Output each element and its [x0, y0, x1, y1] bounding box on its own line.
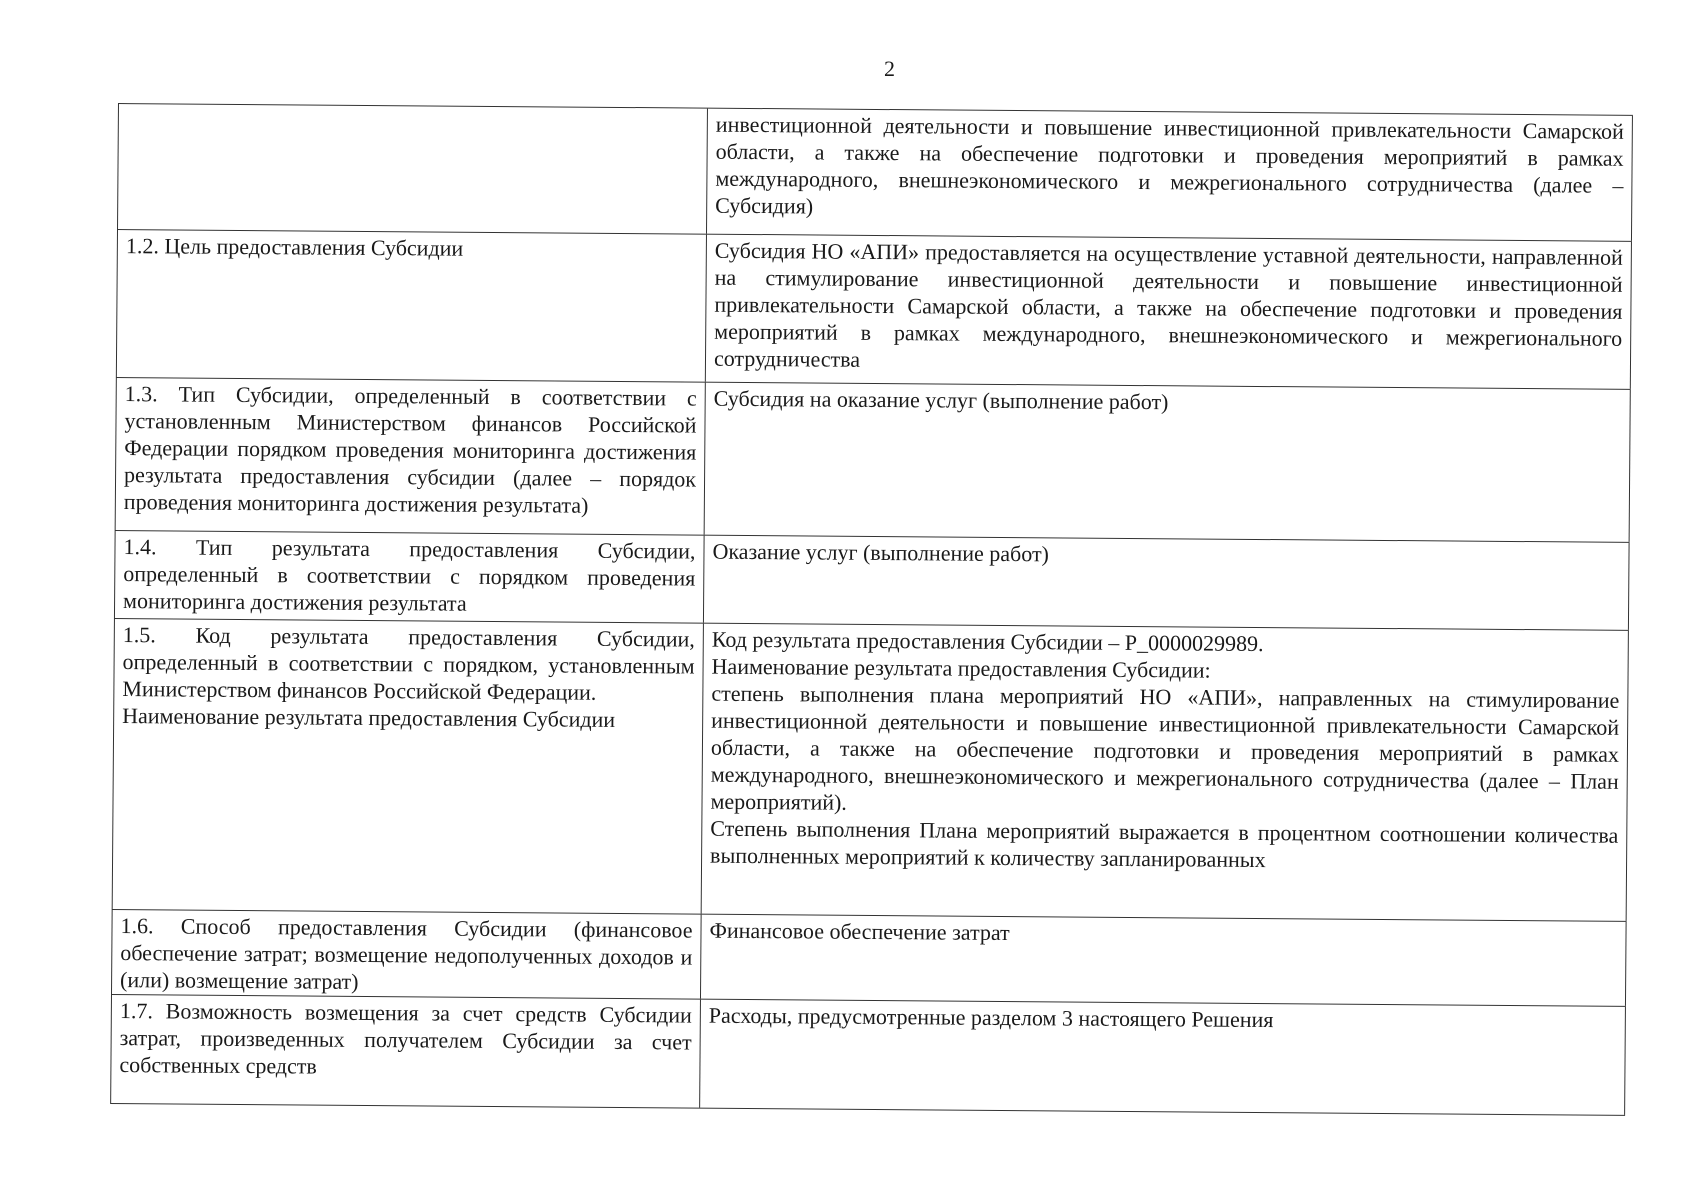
- value-text: Наименование результата предоставления Субсидии:: [711, 653, 1211, 683]
- row-label: [117, 104, 708, 234]
- row-value: [701, 915, 1627, 1006]
- row-value: [706, 235, 1632, 389]
- row-label: [112, 619, 704, 914]
- row-label: 1.4. Тип результата предоставления Субсидии, определенный в соответствии с порядком проведения мониторинга достижения результата: [114, 531, 705, 623]
- row-value: [705, 383, 1631, 542]
- row-label: 1.6. Способ предоставления Субсидии (финансовое обеспечение затрат; возмещение недополученных доходов и (или) возмещение затрат): [111, 910, 702, 999]
- row-label: 1.3. Тип Субсидии, определенный в соответствии с установленным Министерством финансов Российской Федерации порядком проведения мониторинга достижения результата предоставления субсидии (далее – порядок проведения мониторинга достижения результата): [115, 378, 706, 535]
- value-text: инвестиционной деятельности и повышение инвестиционной привлекательности Самарской области, а также на обеспечение подготовки и проведения мероприятий в рамках международного, внешнеэкономического и межрегионального сотрудничества (далее – Субсидия): [715, 111, 1624, 219]
- row-label: 1.2. Цель предоставления Субсидии: [116, 230, 707, 382]
- value-text: Расходы, предусмотренные разделом 3 настоящего Решения: [708, 1002, 1274, 1033]
- table-row: [111, 909, 1627, 1006]
- table-row: [116, 229, 1632, 389]
- value-text: степень выполнения плана мероприятий НО «АПИ», направленных на стимулирование инвестиционной деятельности и повышение инвестиционной привлекательности Самарской области, а также на обеспечение подготовки и проведения мероприятий в рамках международного, внешнеэкономического и межрегионального сотрудничества (далее – План мероприятий).: [710, 680, 1620, 815]
- row-value: [702, 624, 1629, 921]
- row-value: [704, 536, 1630, 630]
- row-value: [700, 1000, 1626, 1115]
- label-text: Наименование результата предоставления Субсидии: [122, 703, 616, 732]
- label-text: 1.5. Код результата предоставления Субсидии, определенный в соответствии с порядком, установленным Министерством финансов Российской Федерации.: [122, 622, 695, 705]
- value-text: Субсидия НО «АПИ» предоставляется на осуществление уставной деятельности, направленной на стимулирование инвестиционной деятельности и повышение инвестиционной привлекательности Самарской области, а также на обеспечение подготовки и проведения мероприятий в рамках международного, внешнеэкономического и межрегионального сотрудничества: [713, 237, 1623, 372]
- row-value: [707, 109, 1633, 241]
- value-text: Код результата предоставления Субсидии – P_0000029989.: [711, 626, 1264, 657]
- value-text: Оказание услуг (выполнение работ): [712, 538, 1050, 567]
- table-row: [117, 103, 1633, 241]
- page-number: 2: [884, 56, 895, 81]
- table-row: [110, 994, 1626, 1116]
- row-label: 1.7. Возможность возмещения за счет средств Субсидии затрат, произведенных получателем Субсидии за счет собственных средств: [110, 995, 701, 1108]
- value-text: Степень выполнения Плана мероприятий выражается в процентном соотношении количества выполненных мероприятий к количеству запланированных: [710, 815, 1619, 873]
- table-row: [114, 530, 1630, 630]
- subsidy-table: [110, 103, 1633, 1116]
- table-row: [112, 618, 1629, 921]
- value-text: Финансовое обеспечение затрат: [709, 917, 1010, 946]
- table-row: [115, 377, 1631, 542]
- value-text: Субсидия на оказание услуг (выполнение работ): [713, 385, 1169, 415]
